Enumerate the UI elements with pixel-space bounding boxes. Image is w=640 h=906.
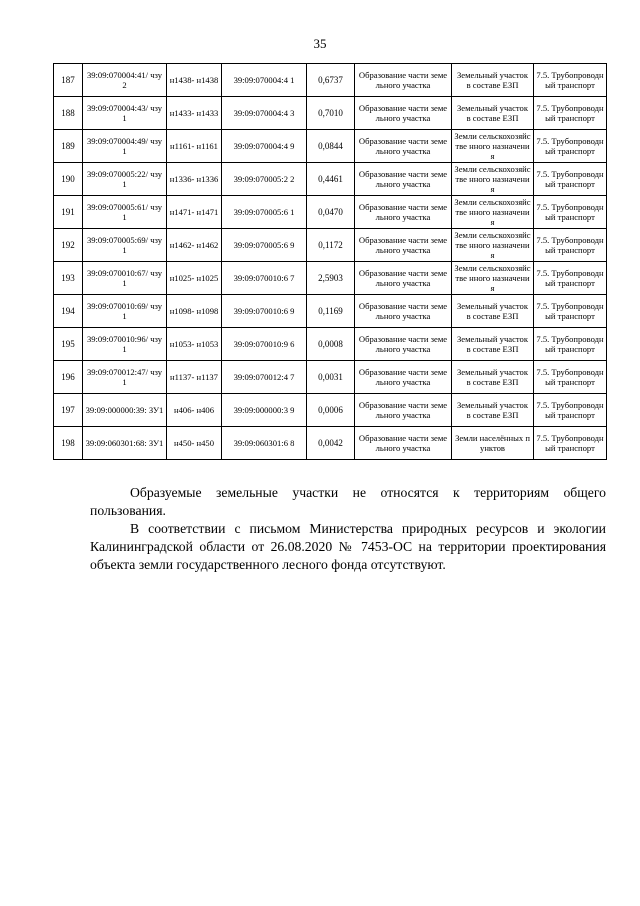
formation-method-cell: Образование части земельного участка xyxy=(355,427,452,460)
row-number-cell: 192 xyxy=(54,229,83,262)
cadastral-number-cell: 39:09:070004:4 9 xyxy=(222,130,307,163)
formation-method-cell: Образование части земельного участка xyxy=(355,64,452,97)
permitted-use-cell: 7.5. Трубопроводн ый транспорт xyxy=(534,130,607,163)
land-plots-table xyxy=(53,63,607,460)
plot-designation-cell: 39:09:060301:68: ЗУ1 xyxy=(83,427,167,460)
permitted-use-cell: 7.5. Трубопроводн ый транспорт xyxy=(534,427,607,460)
point-range-cell: н1462- н1462 xyxy=(167,229,222,262)
cadastral-number-cell: 39:09:000000:3 9 xyxy=(222,394,307,427)
cadastral-number-cell: 39:09:070005:6 9 xyxy=(222,229,307,262)
table-row xyxy=(54,361,607,394)
row-number-cell: 197 xyxy=(54,394,83,427)
plot-designation-cell: 39:09:070012:47/ чзу1 xyxy=(83,361,167,394)
plot-designation-cell: 39:09:070005:69/ чзу1 xyxy=(83,229,167,262)
point-range-cell: н1161- н1161 xyxy=(167,130,222,163)
table-row xyxy=(54,394,607,427)
point-range-cell: н1336- н1336 xyxy=(167,163,222,196)
plot-designation-cell: 39:09:070010:96/ чзу1 xyxy=(83,328,167,361)
point-range-cell: н1053- н1053 xyxy=(167,328,222,361)
plot-area-cell: 0,1169 xyxy=(307,295,355,328)
table-row xyxy=(54,262,607,295)
page-number: 35 xyxy=(313,36,327,51)
plot-designation-cell: 39:09:070004:49/ чзу1 xyxy=(83,130,167,163)
row-number-cell: 193 xyxy=(54,262,83,295)
permitted-use-cell: 7.5. Трубопроводн ый транспорт xyxy=(534,163,607,196)
plot-designation-cell: 39:09:070010:69/ чзу1 xyxy=(83,295,167,328)
formation-method-cell: Образование части земельного участка xyxy=(355,97,452,130)
cadastral-number-cell: 39:09:070010:9 6 xyxy=(222,328,307,361)
plot-area-cell: 0,0006 xyxy=(307,394,355,427)
permitted-use-cell: 7.5. Трубопроводн ый транспорт xyxy=(534,361,607,394)
formation-method-cell: Образование части земельного участка xyxy=(355,163,452,196)
formation-method-cell: Образование части земельного участка xyxy=(355,262,452,295)
land-category-cell: Земельный участок в составе ЕЗП xyxy=(452,295,534,328)
plot-designation-cell: 39:09:070005:22/ чзу1 xyxy=(83,163,167,196)
plot-area-cell: 0,0008 xyxy=(307,328,355,361)
table-row xyxy=(54,196,607,229)
point-range-cell: н406- н406 xyxy=(167,394,222,427)
formation-method-cell: Образование части земельного участка xyxy=(355,196,452,229)
land-category-cell: Земли населённых пунктов xyxy=(452,427,534,460)
plot-area-cell: 0,0031 xyxy=(307,361,355,394)
permitted-use-cell: 7.5. Трубопроводн ый транспорт xyxy=(534,262,607,295)
table-row xyxy=(54,64,607,97)
cadastral-number-cell: 39:09:070005:2 2 xyxy=(222,163,307,196)
permitted-use-cell: 7.5. Трубопроводн ый транспорт xyxy=(534,295,607,328)
row-number-cell: 195 xyxy=(54,328,83,361)
table-body xyxy=(54,64,607,460)
permitted-use-cell: 7.5. Трубопроводн ый транспорт xyxy=(534,97,607,130)
plot-area-cell: 0,6737 xyxy=(307,64,355,97)
plot-area-cell: 0,7010 xyxy=(307,97,355,130)
table-row xyxy=(54,427,607,460)
row-number-cell: 190 xyxy=(54,163,83,196)
table-row xyxy=(54,163,607,196)
table-row xyxy=(54,130,607,163)
plot-designation-cell: 39:09:070010:67/ чзу1 xyxy=(83,262,167,295)
point-range-cell: н1025- н1025 xyxy=(167,262,222,295)
plot-area-cell: 0,0470 xyxy=(307,196,355,229)
table-row xyxy=(54,295,607,328)
land-category-cell: Земельный участок в составе ЕЗП xyxy=(452,394,534,427)
row-number-cell: 187 xyxy=(54,64,83,97)
plot-area-cell: 0,0844 xyxy=(307,130,355,163)
cadastral-number-cell: 39:09:070005:6 1 xyxy=(222,196,307,229)
cadastral-number-cell: 39:09:070010:6 9 xyxy=(222,295,307,328)
land-category-cell: Земельный участок в составе ЕЗП xyxy=(452,64,534,97)
formation-method-cell: Образование части земельного участка xyxy=(355,361,452,394)
cadastral-number-cell: 39:09:060301:6 8 xyxy=(222,427,307,460)
point-range-cell: н1433- н1433 xyxy=(167,97,222,130)
row-number-cell: 194 xyxy=(54,295,83,328)
land-category-cell: Земельный участок в составе ЕЗП xyxy=(452,361,534,394)
permitted-use-cell: 7.5. Трубопроводн ый транспорт xyxy=(534,229,607,262)
formation-method-cell: Образование части земельного участка xyxy=(355,130,452,163)
land-category-cell: Земли сельскохозяйстве нного назначения xyxy=(452,163,534,196)
plot-area-cell: 0,0042 xyxy=(307,427,355,460)
paragraph-not-public: Образуемые земельные участки не относятся к территориям общего пользования. xyxy=(90,485,606,518)
table-row xyxy=(54,229,607,262)
formation-method-cell: Образование части земельного участка xyxy=(355,394,452,427)
point-range-cell: н450- н450 xyxy=(167,427,222,460)
table-row xyxy=(54,97,607,130)
land-category-cell: Земельный участок в составе ЕЗП xyxy=(452,328,534,361)
plot-designation-cell: 39:09:070004:41/ чзу2 xyxy=(83,64,167,97)
permitted-use-cell: 7.5. Трубопроводн ый транспорт xyxy=(534,196,607,229)
cadastral-number-cell: 39:09:070010:6 7 xyxy=(222,262,307,295)
point-range-cell: н1471- н1471 xyxy=(167,196,222,229)
point-range-cell: н1098- н1098 xyxy=(167,295,222,328)
plot-area-cell: 2,5903 xyxy=(307,262,355,295)
formation-method-cell: Образование части земельного участка xyxy=(355,328,452,361)
plot-designation-cell: 39:09:000000:39: ЗУ1 xyxy=(83,394,167,427)
cadastral-number-cell: 39:09:070012:4 7 xyxy=(222,361,307,394)
land-category-cell: Земли сельскохозяйстве нного назначения xyxy=(452,196,534,229)
point-range-cell: н1438- н1438 xyxy=(167,64,222,97)
row-number-cell: 198 xyxy=(54,427,83,460)
row-number-cell: 196 xyxy=(54,361,83,394)
plot-area-cell: 0,4461 xyxy=(307,163,355,196)
paragraph-forest-fund: В соответствии с письмом Министерства природных ресурсов и экологии Калининградской области от 26.08.2020 № 7453-ОС на территории проектирования объекта земли государственного лесного фонда отсутствуют. xyxy=(90,521,606,572)
plot-area-cell: 0,1172 xyxy=(307,229,355,262)
land-category-cell: Земли сельскохозяйстве нного назначения xyxy=(452,229,534,262)
row-number-cell: 189 xyxy=(54,130,83,163)
permitted-use-cell: 7.5. Трубопроводн ый транспорт xyxy=(534,394,607,427)
formation-method-cell: Образование части земельного участка xyxy=(355,295,452,328)
plot-designation-cell: 39:09:070005:61/ чзу1 xyxy=(83,196,167,229)
body-text xyxy=(90,484,606,574)
permitted-use-cell: 7.5. Трубопроводн ый транспорт xyxy=(534,64,607,97)
row-number-cell: 191 xyxy=(54,196,83,229)
land-category-cell: Земли сельскохозяйстве нного назначения xyxy=(452,262,534,295)
table-row xyxy=(54,328,607,361)
cadastral-number-cell: 39:09:070004:4 3 xyxy=(222,97,307,130)
land-category-cell: Земли сельскохозяйстве нного назначения xyxy=(452,130,534,163)
row-number-cell: 188 xyxy=(54,97,83,130)
point-range-cell: н1137- н1137 xyxy=(167,361,222,394)
permitted-use-cell: 7.5. Трубопроводн ый транспорт xyxy=(534,328,607,361)
plot-designation-cell: 39:09:070004:43/ чзу1 xyxy=(83,97,167,130)
formation-method-cell: Образование части земельного участка xyxy=(355,229,452,262)
cadastral-number-cell: 39:09:070004:4 1 xyxy=(222,64,307,97)
land-category-cell: Земельный участок в составе ЕЗП xyxy=(452,97,534,130)
